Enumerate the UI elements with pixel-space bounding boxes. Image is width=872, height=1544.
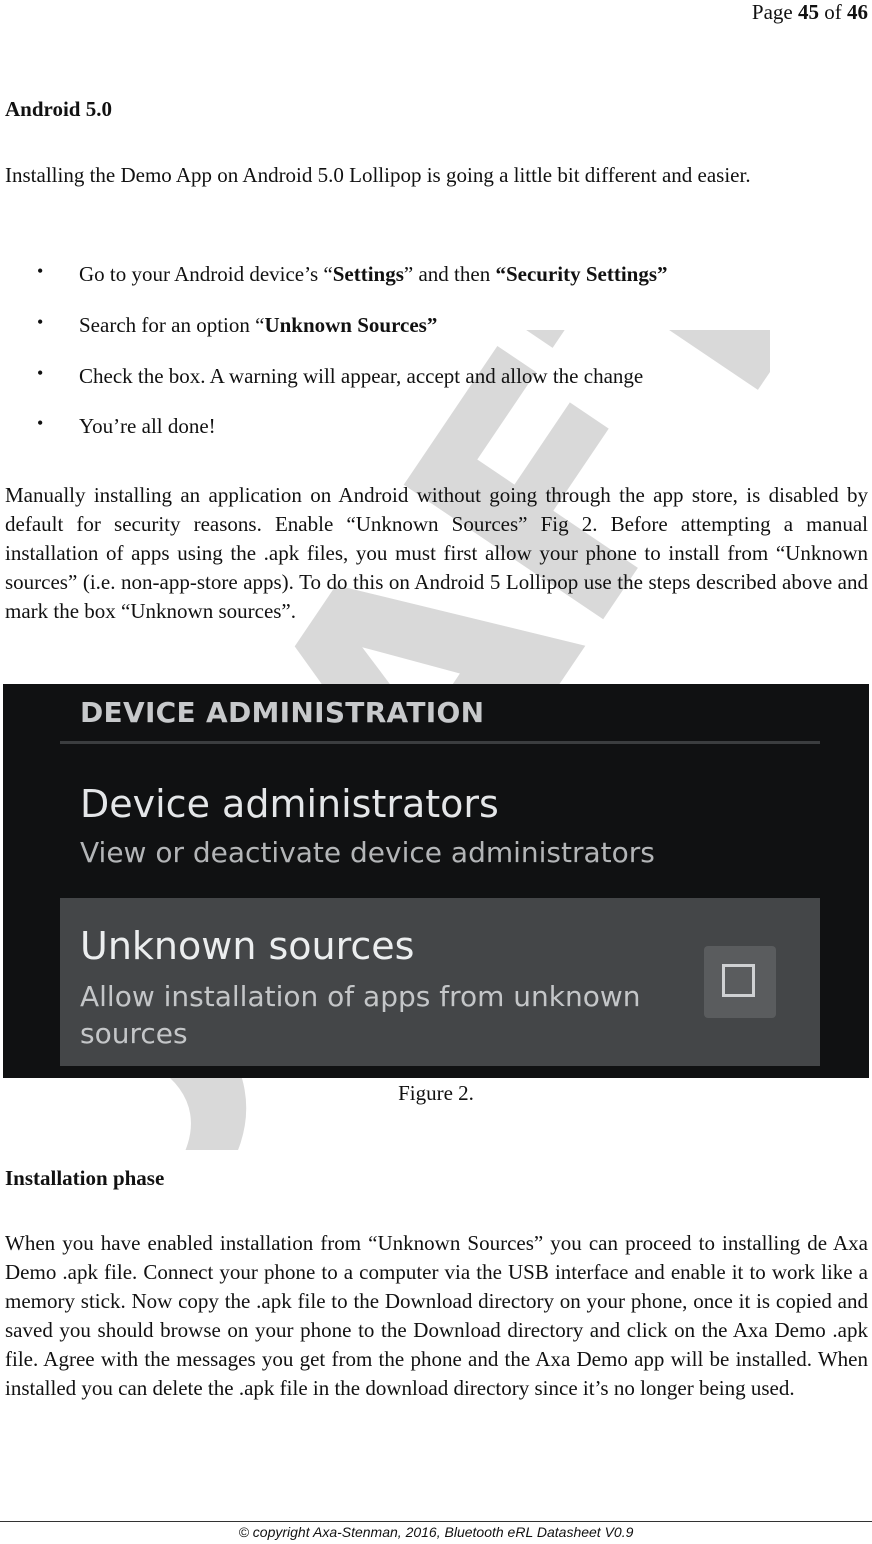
current-page: 45	[798, 0, 819, 24]
section-heading-installation: Installation phase	[5, 1166, 165, 1190]
device-administrators-subtitle: View or deactivate device administrators	[80, 836, 655, 869]
footer-divider	[0, 1521, 872, 1522]
figure-caption: Figure 2.	[398, 1081, 474, 1105]
unknown-sources-row	[60, 898, 820, 1066]
installation-paragraph: When you have enabled installation from “Unknown Sources” you can proceed to installing de Axa Demo .apk file. Connect your phone to a computer via the USB interface and enable it to work like a memory stick. Now copy the .apk file to the Download directory on your phone, once it is copied and saved you should browse on your phone to the Download directory and click on the Axa Demo .apk file. Agree with the messages you get from the phone and the Axa Demo app will be installed. When installed you can delete the .apk file in the download directory since it’s no longer being used.	[5, 1231, 868, 1400]
unknown-sources-subtitle: Allow installation of apps from unknown sources	[80, 980, 641, 1050]
unknown-sources-checkbox	[704, 946, 776, 1018]
bullet-icon: •	[37, 261, 44, 281]
page-number: Page 45 of 46	[751, 0, 868, 24]
intro-paragraph: Installing the Demo App on Android 5.0 Lollipop is going a little bit different and easier.	[5, 163, 751, 187]
checkbox-icon	[722, 964, 755, 997]
bullet-icon: •	[37, 363, 44, 383]
unknown-sources-title: Unknown sources	[80, 924, 415, 968]
manual-install-paragraph: Manually installing an application on Android without going through the app store, is disabled by default for security reasons. Enable “Unknown Sources” Fig 2. Before attempting a manual installation of apps using the .apk files, you must first allow your phone to install from “Unknown sources” (i.e. non-app-store apps). To do this on Android 5 Lollipop use the steps described above and mark the box “Unknown sources”.	[5, 483, 868, 623]
section-heading-android5: Android 5.0	[5, 97, 112, 121]
settings-screenshot-figure	[3, 684, 869, 1078]
footer-copyright: © copyright Axa-Stenman, 2016, Bluetooth eRL Datasheet V0.9	[238, 1524, 634, 1540]
bullet-icon: •	[37, 413, 44, 433]
total-pages: 46	[847, 0, 868, 24]
device-administrators-title: Device administrators	[80, 782, 499, 826]
bullet-icon: •	[37, 312, 44, 332]
figure-divider	[60, 741, 820, 744]
figure-section-header: DEVICE ADMINISTRATION	[80, 696, 485, 729]
